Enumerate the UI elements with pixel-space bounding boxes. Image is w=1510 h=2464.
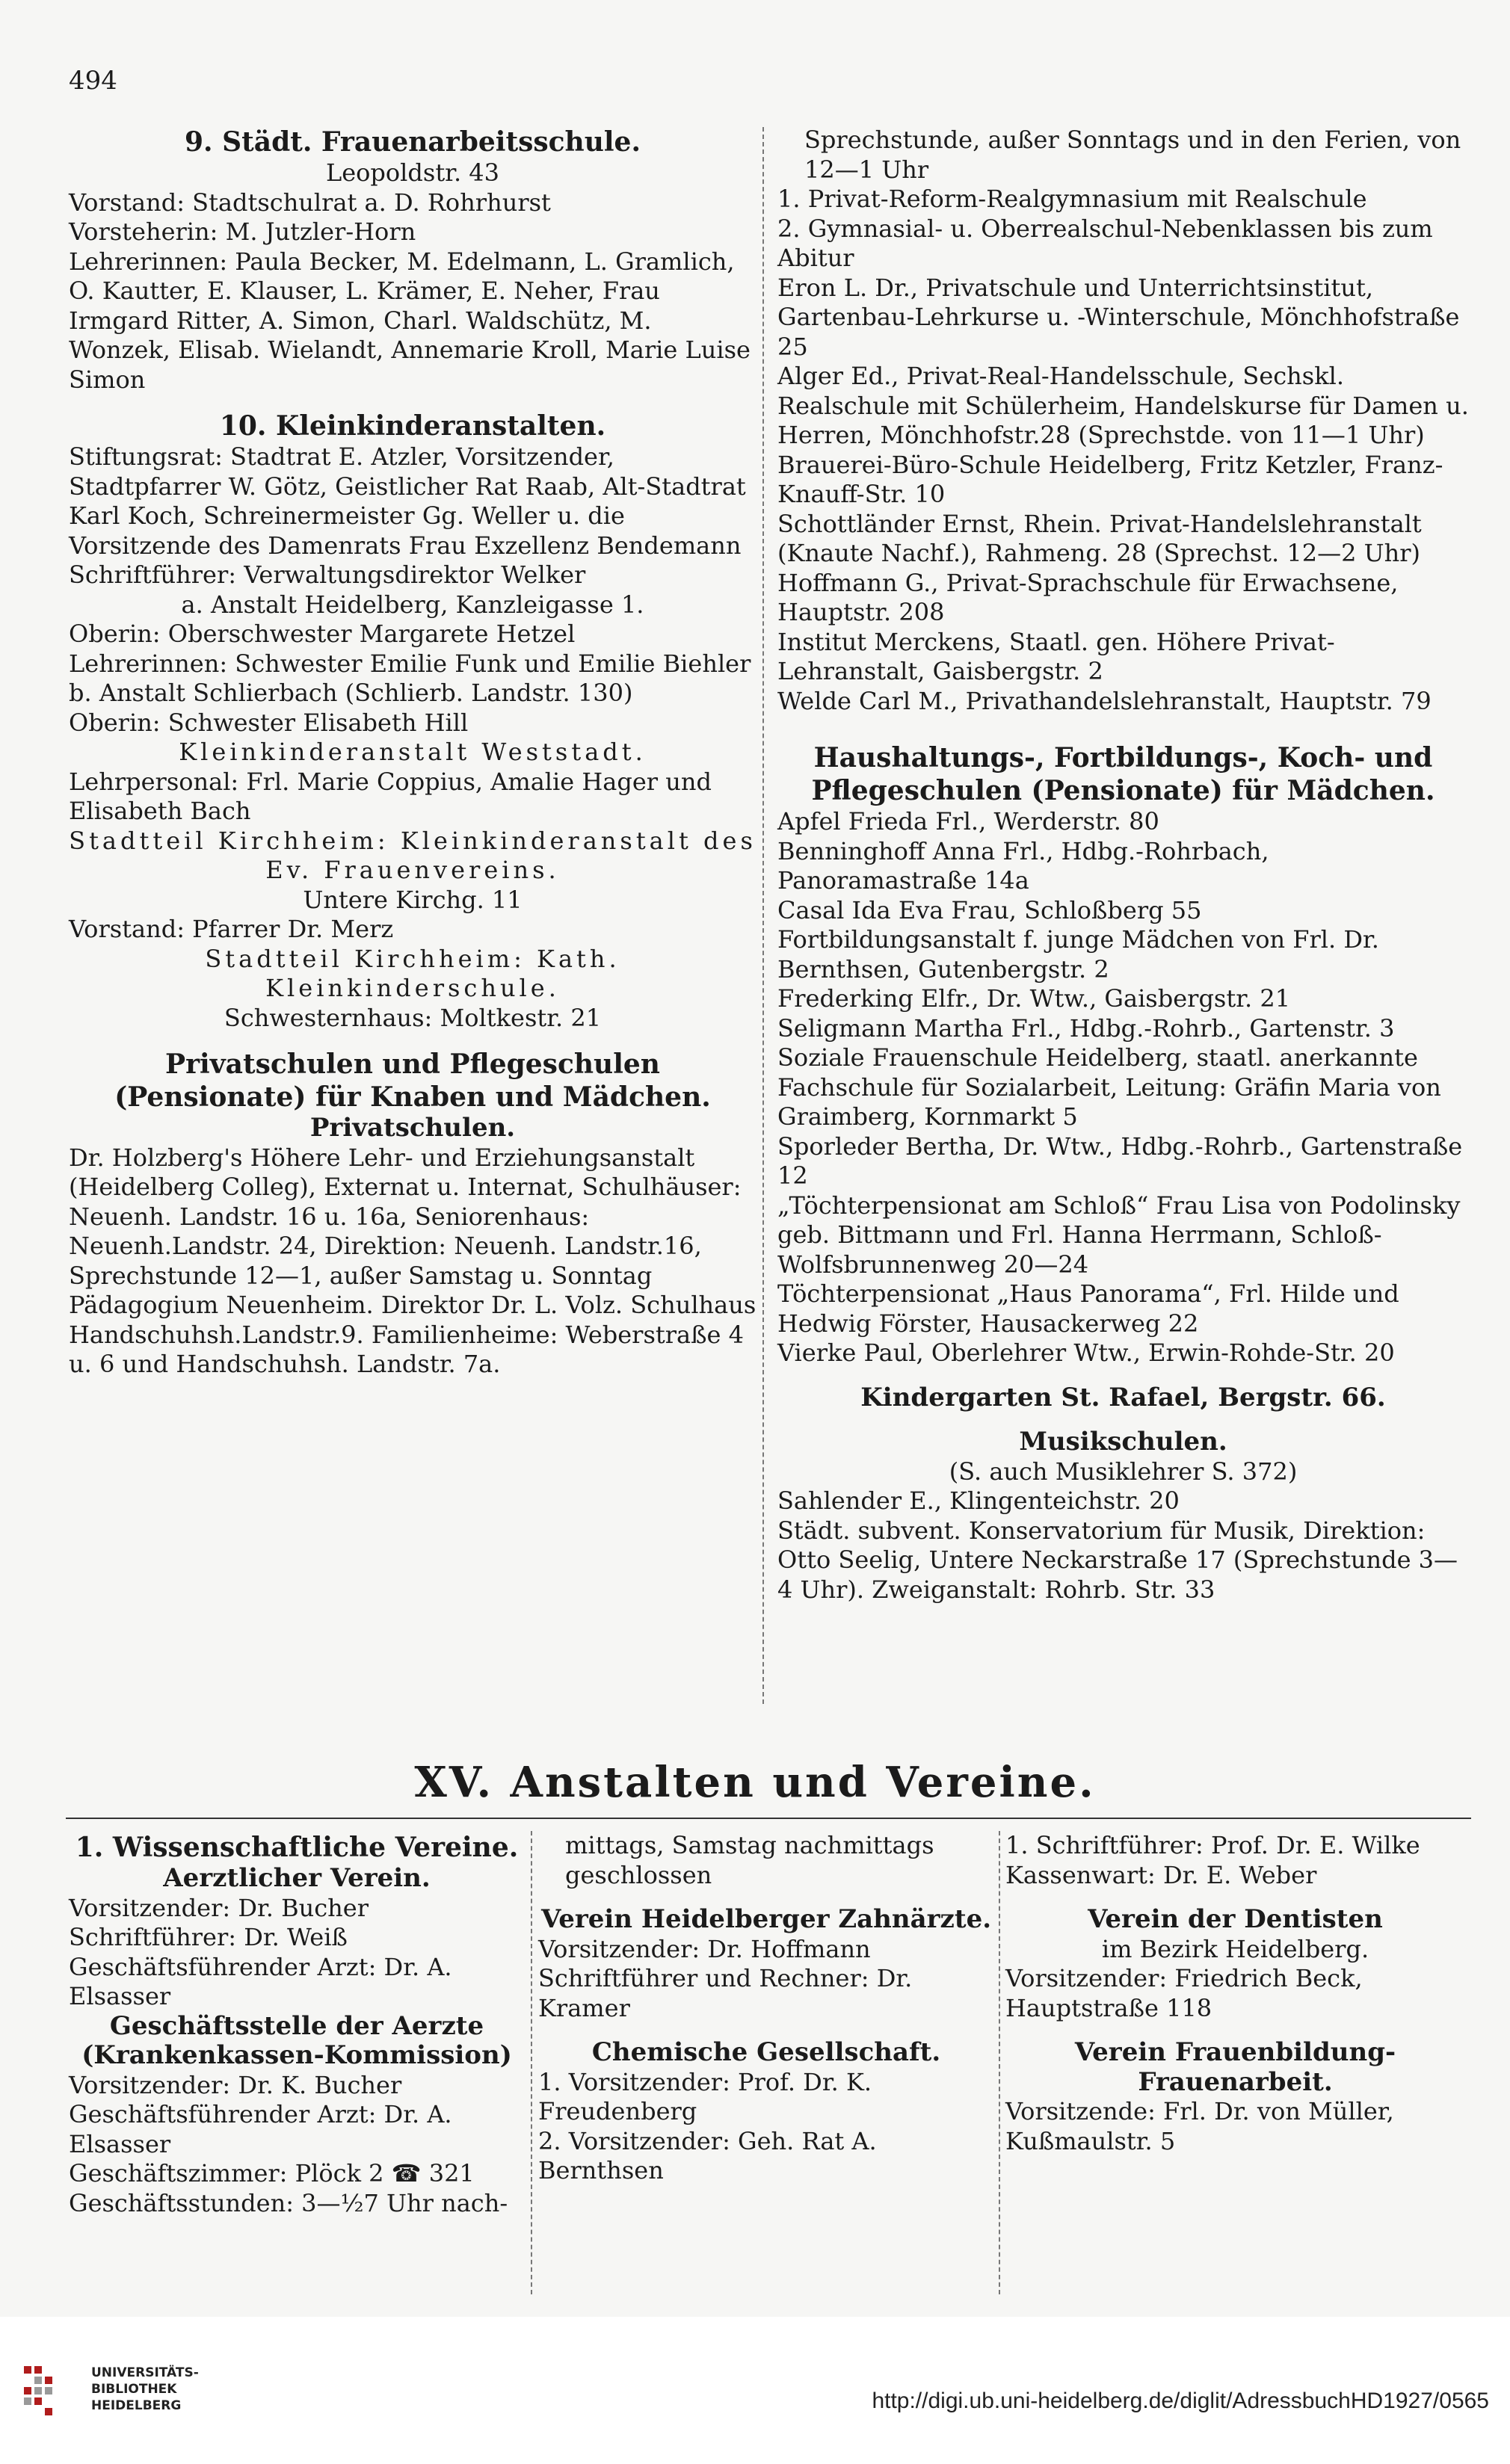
entry-text: Stiftungsrat: Stadtrat E. Atzler, Vorsitzender, Stadtpfarrer W. Götz, Geistlicher Rat Raab, Alt-Stadtrat Karl Koch, Schreinermeister Gg. Weller u. die Vorsitzende des Damenrats Frau Exzellenz Bendemann: [69, 442, 746, 560]
entry-text: Vorsteherin: M. Jutzler-Horn: [69, 217, 416, 246]
entry-text: Lehrerinnen: Paula Becker, M. Edelmann, L. Gramlich, O. Kautter, E. Klauser, L. Krämer, E. Neher, Frau Irmgard Ritter, A. Simon, Charl. Waldschütz, M. Wonzek, Elisab. Wielandt, Annemarie Kroll, Marie Luise Simon: [69, 247, 751, 394]
section-heading: Privatschulen und Pflegeschulen (Pensionate) für Knaben und Mädchen.: [114, 1049, 711, 1113]
entry-text: im Bezirk Heidelberg.: [1101, 1934, 1369, 1963]
entry-text: [1005, 2023, 1465, 2038]
section-heading: 1. Wissenschaftliche Vereine.: [75, 1832, 519, 1863]
entry-text: Pädagogium Neuenheim. Direktor Dr. L. Volz. Schulhaus Handschuhsh.Landstr.9. Familienheime: Weberstraße 4 u. 6 und Handschuhsh. Landstr. 7a.: [69, 1291, 756, 1378]
entry-text: Schriftführer: Dr. Weiß: [69, 1923, 348, 1951]
section-heading: Verein Frauenbildung-Frauenarbeit.: [1074, 2037, 1396, 2097]
section-heading: Privatschulen.: [309, 1113, 516, 1143]
logo-line: HEIDELBERG: [91, 2398, 182, 2413]
section-heading: 9. Städt. Frauenarbeitsschule.: [185, 126, 641, 158]
left-column: [69, 126, 756, 1380]
entry-text: 1. Vorsitzender: Prof. Dr. K. Freudenberg: [538, 2067, 872, 2125]
entry-text: Lehrpersonal: Frl. Marie Coppius, Amalie Hager und Elisabeth Bach: [69, 767, 712, 825]
page-number: 494: [69, 66, 117, 96]
entry-text: Eron L. Dr., Privatschule und Unterrichtsinstitut, Gartenbau-Lehrkurse u. -Winterschule, Mönchhofstraße 25: [777, 273, 1460, 361]
entry-text: [777, 1412, 1469, 1427]
entry-text: Fortbildungsanstalt f. junge Mädchen von Frl. Dr. Bernthsen, Gutenbergstr. 2: [777, 925, 1379, 984]
entry-text: 2. Vorsitzender: Geh. Rat A. Bernthsen: [538, 2126, 877, 2184]
source-url-link[interactable]: http://digi.ub.uni-heidelberg.de/diglit/AdressbuchHD1927/0565: [872, 2389, 1489, 2413]
entry-text: Vorsitzender: Friedrich Beck, Hauptstraße 118: [1005, 1964, 1363, 2022]
footer-bar: [0, 2317, 1510, 2464]
entry-text: a. Anstalt Heidelberg, Kanzleigasse 1.: [181, 590, 644, 619]
entry-text: Sporleder Bertha, Dr. Wtw., Hdbg.-Rohrb., Gartenstraße 12: [777, 1131, 1463, 1190]
entry-text: Töchterpensionat „Haus Panorama“, Frl. Hilde und Hedwig Förster, Hausackerweg 22: [777, 1279, 1399, 1338]
entry-text: Vorstand: Pfarrer Dr. Merz: [69, 915, 394, 943]
bottom-column-1: [69, 1831, 525, 2218]
entry-text: Frederking Elfr., Dr. Wtw., Gaisbergstr. 21: [777, 984, 1291, 1013]
entry-text: Leopoldstr. 43: [325, 158, 500, 187]
library-logo-icon: [22, 2362, 82, 2421]
logo-line: UNIVERSITÄTS-: [91, 2365, 199, 2380]
entry-text: Kassenwart: Dr. E. Weber: [1005, 1860, 1317, 1889]
entry-text: Schriftführer: Verwaltungsdirektor Welker: [69, 561, 586, 589]
entry-text: Vorsitzender: Dr. Bucher: [69, 1893, 369, 1922]
entry-text: Soziale Frauenschule Heidelberg, staatl. anerkannte Fachschule für Sozialarbeit, Leitung: Gräfin Maria von Graimberg, Kornmarkt 5: [777, 1043, 1441, 1131]
entry-text: 1. Schriftführer: Prof. Dr. E. Wilke: [1005, 1831, 1420, 1859]
entry-text: Vierke Paul, Oberlehrer Wtw., Erwin-Rohde-Str. 20: [777, 1338, 1395, 1367]
entry-text: Städt. subvent. Konservatorium für Musik, Direktion: Otto Seelig, Untere Neckarstraße 17 (Sprechstunde 3—4 Uhr). Zweiganstalt: Rohrb. Str. 33: [777, 1516, 1458, 1604]
entry-text: Alger Ed., Privat-Real-Handelsschule, Sechskl. Realschule mit Schülerheim, Handelskurse für Damen u. Herren, Mönchhofstr.28 (Sprechstde. von 11—1 Uhr): [777, 362, 1469, 449]
section-heading: Verein der Dentisten: [1088, 1904, 1383, 1934]
section-heading: Aerztlicher Verein.: [163, 1863, 431, 1893]
entry-text: Sprechstunde, außer Sonntags und in den Ferien, von 12—1 Uhr: [804, 126, 1461, 184]
entry-text: Vorstand: Stadtschulrat a. D. Rohrhurst: [69, 188, 551, 217]
section-heading: Geschäftsstelle der Aerzte (Krankenkassen-Kommission): [81, 2010, 512, 2070]
section-heading: Chemische Gesellschaft.: [591, 2037, 941, 2067]
entry-text: Schriftführer und Rechner: Dr. Kramer: [538, 1964, 913, 2022]
entry-text: Vorsitzende: Frl. Dr. von Müller, Kußmaulstr. 5: [1005, 2097, 1394, 2155]
entry-text: [777, 716, 1469, 741]
entry-text: Sahlender E., Klingenteichstr. 20: [777, 1486, 1180, 1515]
entry-text: (S. auch Musiklehrer S. 372): [949, 1457, 1298, 1486]
entry-text: [69, 395, 756, 410]
entry-text: Schottländer Ernst, Rhein. Privat-Handelslehranstalt (Knaute Nachf.), Rahmeng. 28 (Sprechst. 12—2 Uhr): [777, 509, 1422, 567]
section-rule: [66, 1818, 1471, 1819]
bottom-column-3: [1005, 1831, 1465, 2156]
entry-text: Oberin: Schwester Elisabeth Hill: [69, 708, 469, 737]
entry-text: [69, 1033, 756, 1048]
entry-text: Vorsitzender: Dr. Hoffmann: [538, 1934, 871, 1963]
entry-text: Hoffmann G., Privat-Sprachschule für Erwachsene, Hauptstr. 208: [777, 568, 1399, 626]
entry-text: Apfel Frieda Frl., Werderstr. 80: [777, 807, 1159, 836]
section-heading: 10. Kleinkinderanstalten.: [219, 410, 606, 442]
entry-text: Stadtteil Kirchheim: Kleinkinderanstalt des Ev. Frauenvereins.: [69, 826, 756, 884]
entry-text: „Töchterpensionat am Schloß“ Frau Lisa von Podolinsky geb. Bittmann und Frl. Hanna Herrmann, Schloß-Wolfsbrunnenweg 20—24: [777, 1191, 1461, 1279]
entry-text: Casal Ida Eva Frau, Schloßberg 55: [777, 895, 1202, 924]
logo-line: BIBLIOTHEK: [91, 2382, 177, 2397]
entry-text: Institut Merckens, Staatl. gen. Höhere Privat-Lehranstalt, Gaisbergstr. 2: [777, 627, 1335, 685]
section-heading: Kindergarten St. Rafael, Bergstr. 66.: [860, 1382, 1386, 1412]
entry-text: Geschäftszimmer: Plöck 2 ☎ 321: [69, 2159, 475, 2187]
section-heading: Musikschulen.: [1019, 1427, 1227, 1457]
entry-text: Stadtteil Kirchheim: Kath. Kleinkinderschule.: [205, 944, 620, 1002]
entry-text: Dr. Holzberg's Höhere Lehr- und Erziehungsanstalt (Heidelberg Colleg), Externat u. Internat, Schulhäuser: Neuenh. Landstr. 16 u. 16a, Seniorenhaus: Neuenh.Landstr. 24, Direktion: Neuenh. Landstr.16, Sprechstunde 12—1, außer Samstag u. Sonntag: [69, 1143, 742, 1290]
column-divider: [762, 127, 764, 1704]
entry-text: Welde Carl M., Privathandelslehranstalt, Hauptstr. 79: [777, 686, 1432, 715]
entry-text: mittags, Samstag nachmittags geschlossen: [565, 1831, 934, 1889]
entry-text: Geschäftsstunden: 3—½7 Uhr nach-: [69, 2188, 508, 2217]
entry-text: Schwesternhaus: Moltkestr. 21: [224, 1003, 602, 1032]
entry-text: Kleinkinderanstalt Weststadt.: [179, 738, 647, 766]
entry-text: Geschäftsführender Arzt: Dr. A. Elsasser: [69, 1952, 452, 2010]
library-name: [91, 2365, 199, 2414]
entry-text: Vorsitzender: Dr. K. Bucher: [69, 2070, 402, 2099]
column-divider: [999, 1831, 1000, 2294]
bottom-column-2: [538, 1831, 994, 2186]
column-divider: [531, 1831, 532, 2294]
entry-text: Geschäftsführender Arzt: Dr. A. Elsasser: [69, 2100, 452, 2158]
right-column: [777, 126, 1469, 1605]
entry-text: Seligmann Martha Frl., Hdbg.-Rohrb., Gartenstr. 3: [777, 1013, 1395, 1043]
entry-text: 1. Privat-Reform-Realgymnasium mit Realschule: [777, 185, 1367, 213]
entry-text: Untere Kirchg. 11: [303, 885, 523, 914]
section-heading: Verein Heidelberger Zahnärzte.: [540, 1904, 992, 1934]
entry-text: [538, 2023, 994, 2038]
entry-text: b. Anstalt Schlierbach (Schlierb. Landstr. 130): [69, 679, 633, 707]
entry-text: 2. Gymnasial- u. Oberrealschul-Nebenklassen bis zum Abitur: [777, 214, 1433, 272]
entry-text: Oberin: Oberschwester Margarete Hetzel: [69, 620, 576, 648]
entry-text: [538, 1890, 994, 1905]
section-heading: Haushaltungs-, Fortbildungs-, Koch- und Pflegeschulen (Pensionate) für Mädchen.: [811, 742, 1435, 806]
entry-text: [1005, 1890, 1465, 1905]
entry-text: [777, 1368, 1469, 1383]
entry-text: Benninghoff Anna Frl., Hdbg.-Rohrbach, Panoramastraße 14a: [777, 836, 1269, 895]
entry-text: Lehrerinnen: Schwester Emilie Funk und Emilie Biehler: [69, 649, 751, 678]
entry-text: Brauerei-Büro-Schule Heidelberg, Fritz Ketzler, Franz-Knauff-Str. 10: [777, 450, 1443, 508]
section-title: XV. Anstalten und Vereine.: [414, 1758, 1096, 1807]
